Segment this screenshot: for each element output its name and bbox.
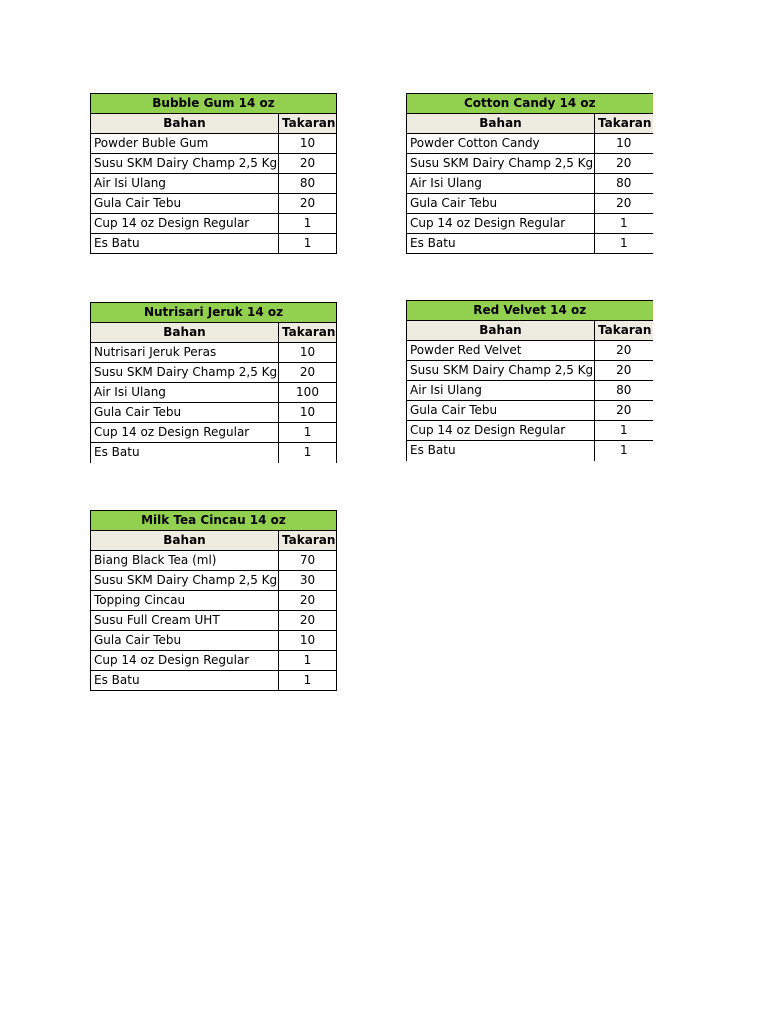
ingredient-name: Susu SKM Dairy Champ 2,5 Kg bbox=[407, 154, 595, 174]
table-row bbox=[407, 381, 653, 401]
ingredient-qty: 10 bbox=[595, 134, 653, 154]
ingredient-qty: 20 bbox=[279, 611, 337, 631]
ingredient-name: Powder Cotton Candy bbox=[407, 134, 595, 154]
table-row bbox=[407, 154, 653, 174]
table-row bbox=[407, 134, 653, 154]
table-row bbox=[91, 383, 337, 403]
ingredient-qty: 1 bbox=[279, 651, 337, 671]
column-header-amount: Takaran bbox=[279, 323, 337, 343]
ingredient-qty: 30 bbox=[279, 571, 337, 591]
ingredient-name: Topping Cincau bbox=[91, 591, 279, 611]
ingredient-name: Air Isi Ulang bbox=[91, 174, 279, 194]
recipe-title: Bubble Gum 14 oz bbox=[91, 94, 337, 114]
ingredient-qty: 70 bbox=[279, 551, 337, 571]
table-row bbox=[91, 611, 337, 631]
table-row bbox=[407, 441, 653, 461]
ingredient-name: Es Batu bbox=[91, 443, 279, 463]
ingredient-qty: 1 bbox=[279, 214, 337, 234]
recipe-table-bubble-gum bbox=[90, 93, 337, 254]
ingredient-name: Es Batu bbox=[407, 234, 595, 254]
ingredient-name: Cup 14 oz Design Regular bbox=[407, 214, 595, 234]
ingredient-qty: 80 bbox=[279, 174, 337, 194]
recipe-table-red-velvet bbox=[406, 300, 653, 461]
ingredient-name: Nutrisari Jeruk Peras bbox=[91, 343, 279, 363]
column-header-ingredient: Bahan bbox=[407, 321, 595, 341]
column-header-amount: Takaran bbox=[279, 531, 337, 551]
ingredient-name: Powder Red Velvet bbox=[407, 341, 595, 361]
ingredient-qty: 10 bbox=[279, 403, 337, 423]
table-row bbox=[91, 423, 337, 443]
table-row bbox=[91, 134, 337, 154]
table-row bbox=[91, 651, 337, 671]
table-row bbox=[91, 403, 337, 423]
ingredient-name: Susu SKM Dairy Champ 2,5 Kg bbox=[91, 154, 279, 174]
ingredient-qty: 20 bbox=[279, 363, 337, 383]
ingredient-name: Gula Cair Tebu bbox=[91, 631, 279, 651]
table-row bbox=[91, 591, 337, 611]
ingredient-name: Powder Buble Gum bbox=[91, 134, 279, 154]
column-header-amount: Takaran bbox=[595, 321, 653, 341]
ingredient-qty: 100 bbox=[279, 383, 337, 403]
ingredient-qty: 10 bbox=[279, 631, 337, 651]
table-row bbox=[407, 194, 653, 214]
ingredient-name: Air Isi Ulang bbox=[91, 383, 279, 403]
ingredient-name: Air Isi Ulang bbox=[407, 174, 595, 194]
ingredient-qty: 20 bbox=[595, 401, 653, 421]
ingredient-name: Cup 14 oz Design Regular bbox=[91, 214, 279, 234]
ingredient-name: Gula Cair Tebu bbox=[91, 194, 279, 214]
column-header-ingredient: Bahan bbox=[407, 114, 595, 134]
table-row bbox=[407, 234, 653, 254]
ingredient-name: Es Batu bbox=[407, 441, 595, 461]
table-row bbox=[407, 174, 653, 194]
table-row bbox=[91, 363, 337, 383]
ingredient-qty: 1 bbox=[595, 214, 653, 234]
ingredient-name: Cup 14 oz Design Regular bbox=[407, 421, 595, 441]
ingredient-qty: 1 bbox=[595, 421, 653, 441]
recipe-title: Cotton Candy 14 oz bbox=[407, 94, 653, 114]
ingredient-qty: 80 bbox=[595, 174, 653, 194]
ingredient-qty: 1 bbox=[279, 443, 337, 463]
ingredient-qty: 10 bbox=[279, 343, 337, 363]
ingredient-name: Es Batu bbox=[91, 671, 279, 691]
ingredient-name: Biang Black Tea (ml) bbox=[91, 551, 279, 571]
ingredient-name: Air Isi Ulang bbox=[407, 381, 595, 401]
table-row bbox=[91, 154, 337, 174]
ingredient-name: Susu Full Cream UHT bbox=[91, 611, 279, 631]
ingredient-name: Gula Cair Tebu bbox=[407, 194, 595, 214]
column-header-amount: Takaran bbox=[595, 114, 653, 134]
column-header-amount: Takaran bbox=[279, 114, 337, 134]
ingredient-qty: 80 bbox=[595, 381, 653, 401]
ingredient-qty: 1 bbox=[279, 234, 337, 254]
ingredient-name: Susu SKM Dairy Champ 2,5 Kg bbox=[91, 571, 279, 591]
table-row bbox=[407, 361, 653, 381]
column-header-ingredient: Bahan bbox=[91, 114, 279, 134]
ingredient-qty: 20 bbox=[595, 341, 653, 361]
table-row bbox=[91, 174, 337, 194]
ingredient-qty: 20 bbox=[595, 194, 653, 214]
ingredient-qty: 20 bbox=[595, 361, 653, 381]
recipe-title: Milk Tea Cincau 14 oz bbox=[91, 511, 337, 531]
ingredient-qty: 1 bbox=[595, 234, 653, 254]
ingredient-qty: 20 bbox=[279, 591, 337, 611]
table-row bbox=[407, 421, 653, 441]
ingredient-name: Gula Cair Tebu bbox=[407, 401, 595, 421]
column-header-ingredient: Bahan bbox=[91, 531, 279, 551]
ingredient-name: Cup 14 oz Design Regular bbox=[91, 651, 279, 671]
table-row bbox=[91, 343, 337, 363]
table-row bbox=[407, 341, 653, 361]
ingredient-qty: 10 bbox=[279, 134, 337, 154]
ingredient-qty: 1 bbox=[595, 441, 653, 461]
ingredient-name: Susu SKM Dairy Champ 2,5 Kg bbox=[407, 361, 595, 381]
ingredient-name: Gula Cair Tebu bbox=[91, 403, 279, 423]
ingredient-name: Cup 14 oz Design Regular bbox=[91, 423, 279, 443]
ingredient-qty: 20 bbox=[279, 194, 337, 214]
table-row bbox=[91, 194, 337, 214]
table-row bbox=[91, 443, 337, 463]
table-row bbox=[91, 234, 337, 254]
recipe-table-cotton-candy bbox=[406, 93, 653, 254]
ingredient-name: Es Batu bbox=[91, 234, 279, 254]
ingredient-name: Susu SKM Dairy Champ 2,5 Kg bbox=[91, 363, 279, 383]
table-row bbox=[91, 671, 337, 691]
ingredient-qty: 20 bbox=[595, 154, 653, 174]
recipe-table-milk-tea-cincau bbox=[90, 510, 337, 691]
table-row bbox=[91, 571, 337, 591]
ingredient-qty: 1 bbox=[279, 671, 337, 691]
recipe-title: Red Velvet 14 oz bbox=[407, 301, 653, 321]
recipe-title: Nutrisari Jeruk 14 oz bbox=[91, 303, 337, 323]
ingredient-qty: 20 bbox=[279, 154, 337, 174]
table-row bbox=[407, 214, 653, 234]
table-row bbox=[91, 214, 337, 234]
table-row bbox=[91, 631, 337, 651]
table-row bbox=[91, 551, 337, 571]
recipe-table-nutrisari-jeruk bbox=[90, 302, 337, 463]
ingredient-qty: 1 bbox=[279, 423, 337, 443]
column-header-ingredient: Bahan bbox=[91, 323, 279, 343]
table-row bbox=[407, 401, 653, 421]
